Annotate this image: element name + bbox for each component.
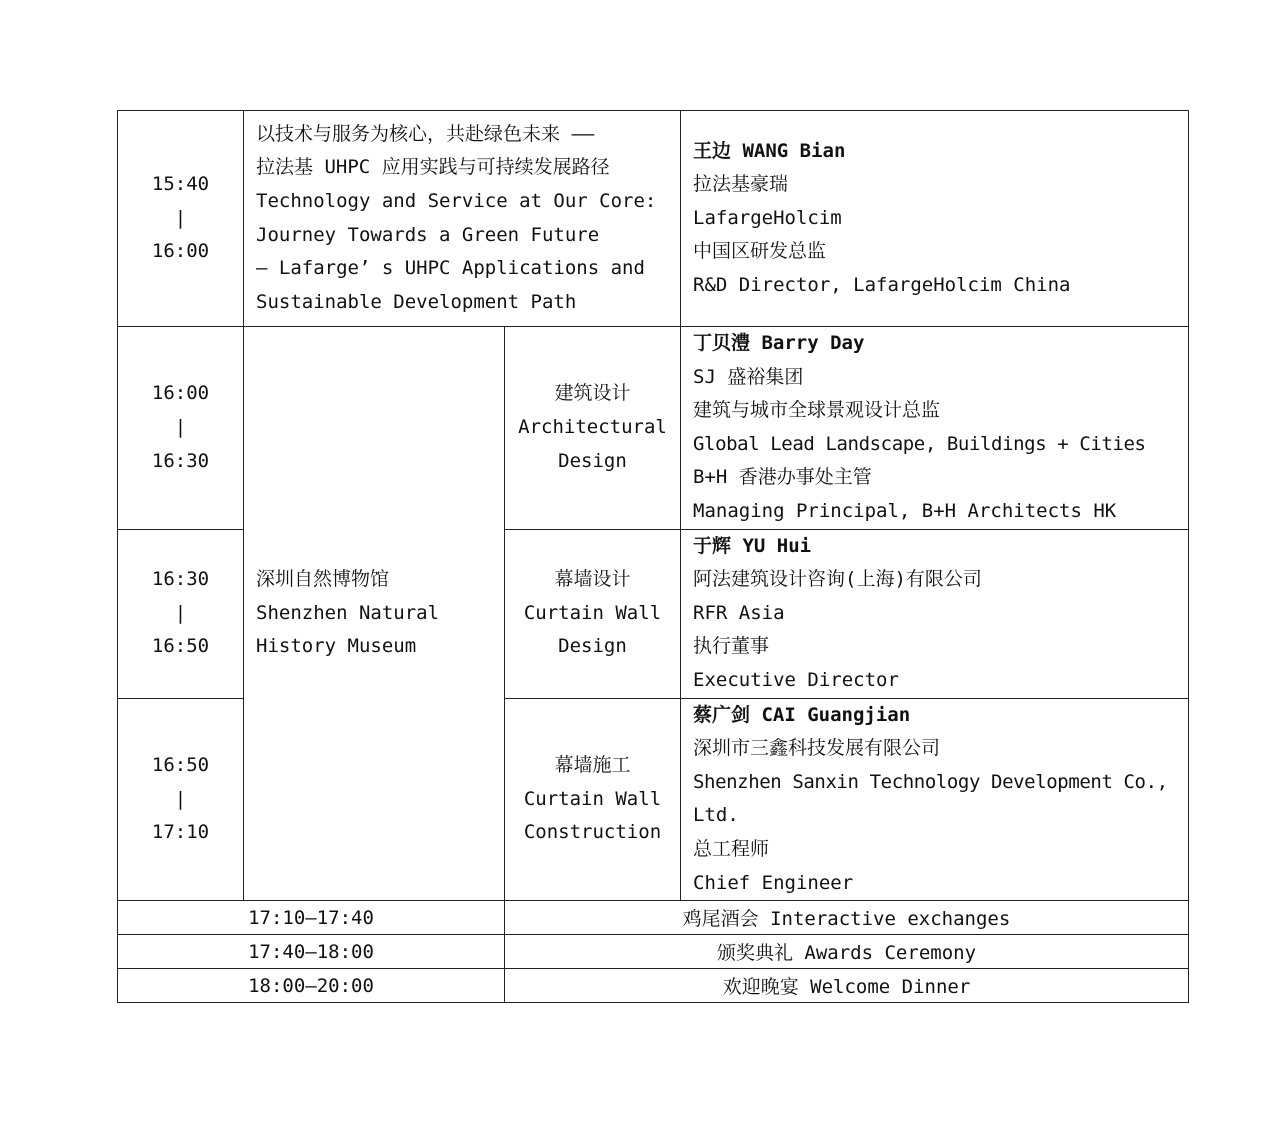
start-time: 16:50 — [151, 753, 210, 776]
speaker-name: 蔡广剑 CAI Guangjian — [693, 703, 911, 726]
speaker-line: SJ 盛裕集团 — [693, 365, 804, 388]
venue-name-en: History Museum — [256, 635, 417, 658]
speaker-name: 丁贝澧 Barry Day — [693, 332, 865, 354]
category-cell — [505, 698, 681, 901]
closing-event: 鸡尾酒会 Interactive exchanges — [505, 901, 1189, 935]
time-cell — [118, 327, 244, 530]
speaker-name: 于辉 YU Hui — [693, 534, 812, 557]
end-time: 16:00 — [151, 240, 210, 263]
time-separator: | — [174, 206, 187, 229]
time-cell — [118, 111, 244, 327]
speaker-line: Managing Principal, B+H Architects HK — [693, 499, 1117, 522]
category-en: Curtain Wall — [523, 601, 662, 624]
closing-time: 17:40—18:00 — [118, 935, 505, 969]
end-time: 16:30 — [151, 449, 210, 472]
speaker-line: Ltd. — [693, 804, 739, 827]
topic-line: Sustainable Development Path — [256, 290, 577, 313]
start-time: 15:40 — [151, 173, 210, 196]
category-en: Architectural — [518, 415, 667, 438]
end-time: 16:50 — [151, 635, 210, 658]
category-en: Design — [558, 449, 627, 472]
speaker-line: 深圳市三鑫科技发展有限公司 — [693, 737, 941, 760]
speaker-cell — [681, 529, 1189, 698]
time-separator: | — [174, 601, 187, 624]
category-en: Construction — [523, 821, 662, 844]
category-zh: 幕墙设计 — [554, 568, 631, 591]
speaker-line: 阿法建筑设计咨询(上海)有限公司 — [693, 568, 982, 591]
speaker-cell — [681, 327, 1189, 530]
time-cell — [118, 529, 244, 698]
time-separator: | — [174, 415, 187, 438]
topic-line: 以技术与服务为核心，共赴绿色未来 —— — [256, 122, 595, 145]
topic-line: Journey Towards a Green Future — [256, 223, 600, 246]
speaker-line: 执行董事 — [693, 635, 770, 658]
closing-row — [118, 901, 1189, 935]
start-time: 16:00 — [151, 382, 210, 405]
topic-line: 拉法基 UHPC 应用实践与可持续发展路径 — [256, 156, 610, 179]
speaker-line: 总工程师 — [693, 837, 770, 860]
speaker-line: Executive Director — [693, 668, 899, 691]
time-separator: | — [174, 787, 187, 810]
speaker-line: LafargeHolcim — [693, 206, 842, 229]
speaker-line: 拉法基豪瑞 — [693, 173, 789, 196]
start-time: 16:30 — [151, 568, 210, 591]
agenda-table — [117, 110, 1189, 1003]
speaker-line: 建筑与城市全球景观设计总监 — [693, 399, 941, 422]
category-cell — [505, 327, 681, 530]
venue-name-zh: 深圳自然博物馆 — [256, 568, 390, 591]
category-zh: 幕墙施工 — [554, 753, 631, 776]
agenda-row — [118, 111, 1189, 327]
closing-time: 18:00—20:00 — [118, 969, 505, 1003]
agenda-row — [118, 327, 1189, 530]
time-cell — [118, 698, 244, 901]
speaker-cell — [681, 698, 1189, 901]
closing-row — [118, 935, 1189, 969]
speaker-line: B+H 香港办事处主管 — [693, 466, 872, 489]
topic-cell — [244, 111, 681, 327]
venue-cell — [244, 327, 505, 901]
closing-event: 颁奖典礼 Awards Ceremony — [505, 935, 1189, 969]
speaker-name: 王边 WANG Bian — [693, 139, 846, 162]
closing-event: 欢迎晚宴 Welcome Dinner — [505, 969, 1189, 1003]
speaker-cell — [681, 111, 1189, 327]
category-cell — [505, 529, 681, 698]
category-en: Design — [558, 635, 627, 658]
speaker-line: 中国区研发总监 — [693, 240, 827, 263]
venue-name-en: Shenzhen Natural — [256, 601, 440, 624]
closing-row — [118, 969, 1189, 1003]
speaker-line: Chief Engineer — [693, 871, 854, 894]
speaker-line: Global Lead Landscape, Buildings + Cities — [693, 432, 1146, 455]
speaker-line: RFR Asia — [693, 601, 785, 624]
speaker-line: Shenzhen Sanxin Technology Development Co., — [693, 770, 1168, 793]
topic-line: — Lafarge’ s UHPC Applications and — [256, 257, 645, 280]
category-en: Curtain Wall — [523, 787, 662, 810]
closing-time: 17:10—17:40 — [118, 901, 505, 935]
category-zh: 建筑设计 — [554, 382, 631, 405]
topic-line: Technology and Service at Our Core: — [256, 189, 657, 212]
end-time: 17:10 — [151, 821, 210, 844]
speaker-line: R&D Director, LafargeHolcim China — [693, 273, 1071, 296]
